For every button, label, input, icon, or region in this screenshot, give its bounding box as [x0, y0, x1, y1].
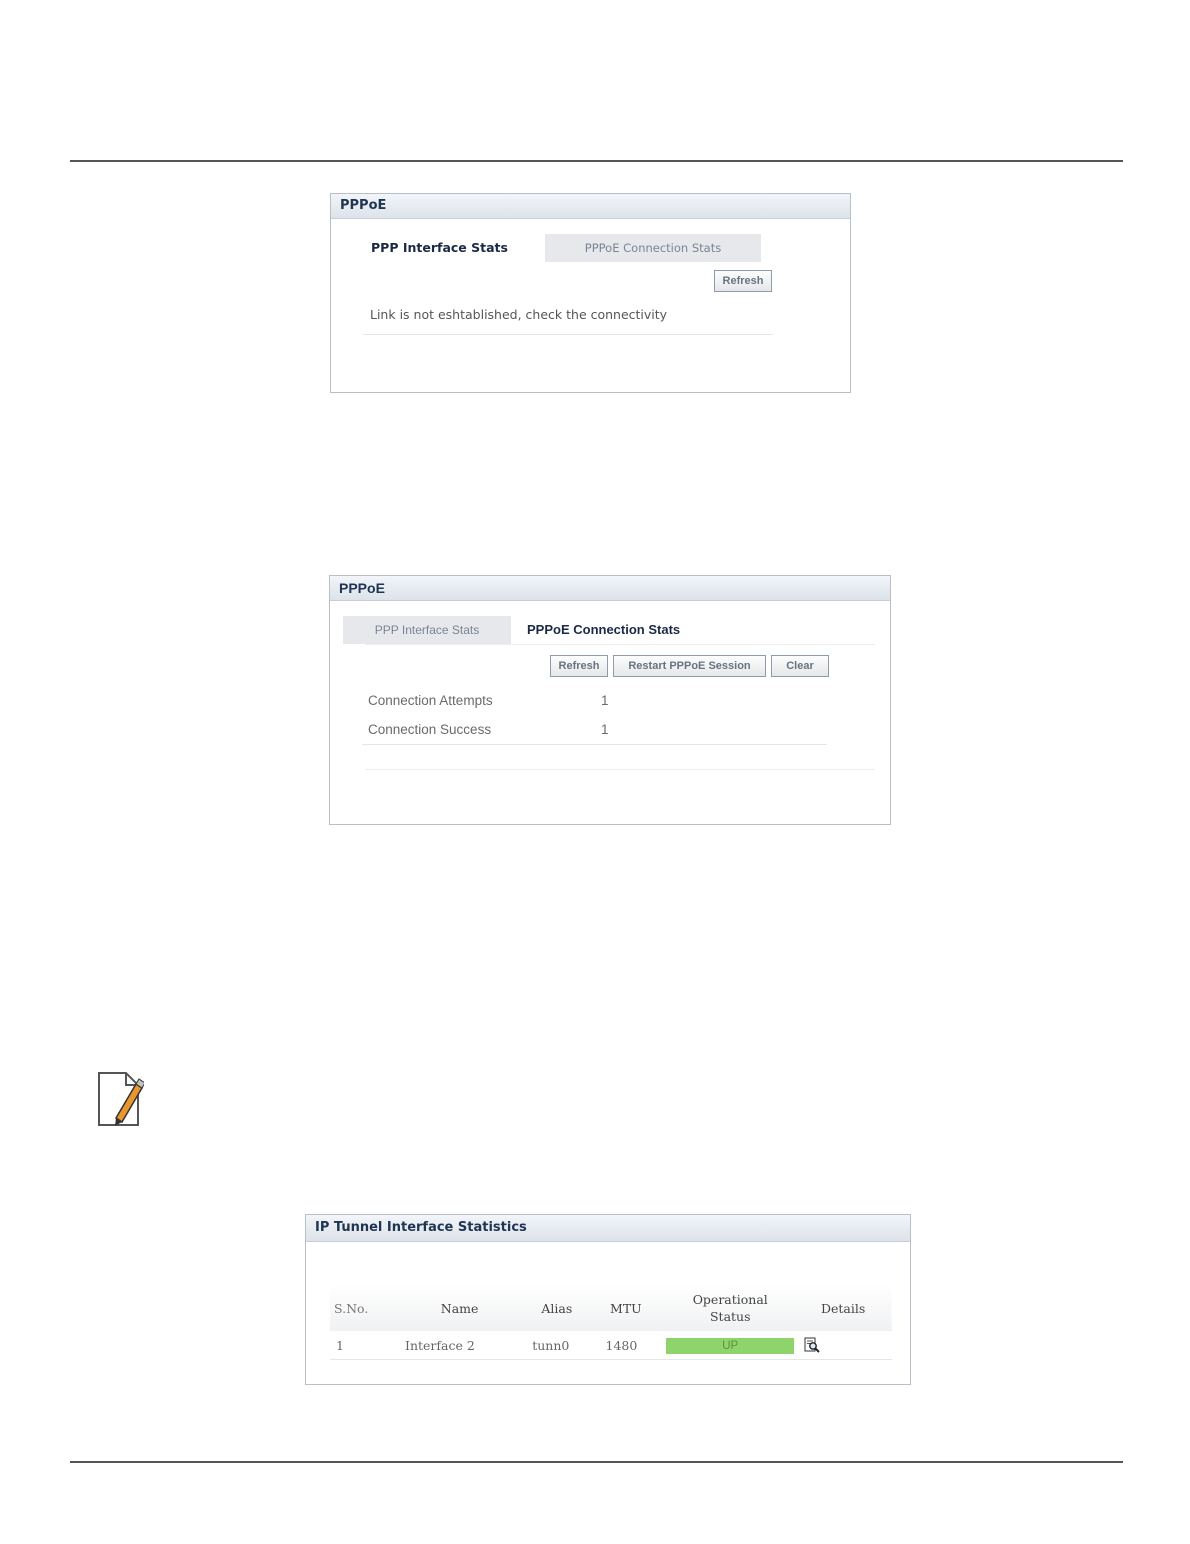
pppoe-panel-interface-stats [330, 193, 851, 393]
footer-rule [70, 1461, 1123, 1463]
ip-tunnel-stats-panel [305, 1214, 911, 1385]
table-row [330, 1331, 892, 1360]
cell-name: Interface 2 [391, 1331, 528, 1360]
connection-attempts-label: Connection Attempts [368, 693, 493, 708]
cell-sno: 1 [330, 1331, 391, 1360]
link-status-message: Link is not eshtablished, check the connectivity [370, 307, 668, 322]
status-badge: UP [666, 1338, 794, 1354]
col-operational-status-line1: Operational [692, 1292, 768, 1307]
col-mtu: MTU [610, 1300, 642, 1316]
tab-bar [343, 616, 721, 644]
tab-pppoe-connection-stats[interactable]: PPPoE Connection Stats [545, 234, 761, 262]
tab-ppp-interface-stats[interactable]: PPP Interface Stats [355, 234, 545, 262]
col-alias: Alias [541, 1300, 573, 1316]
divider [363, 334, 773, 335]
col-details: Details [820, 1300, 866, 1316]
tab-bar [355, 234, 761, 262]
panel-title: PPPoE [331, 194, 850, 219]
cell-alias: tunn0 [528, 1331, 585, 1360]
note-pencil-icon [96, 1070, 144, 1128]
connection-attempts-value: 1 [601, 693, 609, 708]
panel-title: PPPoE [330, 576, 890, 601]
panel-title: IP Tunnel Interface Statistics [306, 1215, 910, 1242]
refresh-button[interactable]: Refresh [550, 655, 608, 677]
restart-pppoe-session-button[interactable]: Restart PPPoE Session [613, 655, 766, 677]
tunnel-stats-table [330, 1285, 892, 1360]
col-sno: S.No. [334, 1300, 369, 1316]
clear-button[interactable]: Clear [771, 655, 829, 677]
pppoe-panel-connection-stats [329, 575, 891, 825]
col-operational-status-line2: Status [709, 1309, 751, 1324]
tab-pppoe-connection-stats[interactable]: PPPoE Connection Stats [511, 616, 721, 644]
refresh-button[interactable]: Refresh [714, 270, 772, 292]
table-header-row [330, 1285, 892, 1331]
divider [362, 744, 827, 745]
connection-success-label: Connection Success [368, 722, 492, 737]
magnifier-details-icon[interactable] [804, 1337, 820, 1353]
col-name: Name [440, 1300, 479, 1316]
cell-mtu: 1480 [586, 1331, 667, 1360]
header-rule [70, 160, 1123, 162]
tab-content-border-bottom [365, 769, 875, 770]
tab-content-border-top [365, 644, 875, 645]
cell-status [666, 1331, 794, 1360]
cell-details [794, 1331, 892, 1360]
tab-ppp-interface-stats[interactable]: PPP Interface Stats [343, 616, 511, 644]
col-operational-status [666, 1285, 794, 1331]
connection-success-value: 1 [601, 722, 609, 737]
